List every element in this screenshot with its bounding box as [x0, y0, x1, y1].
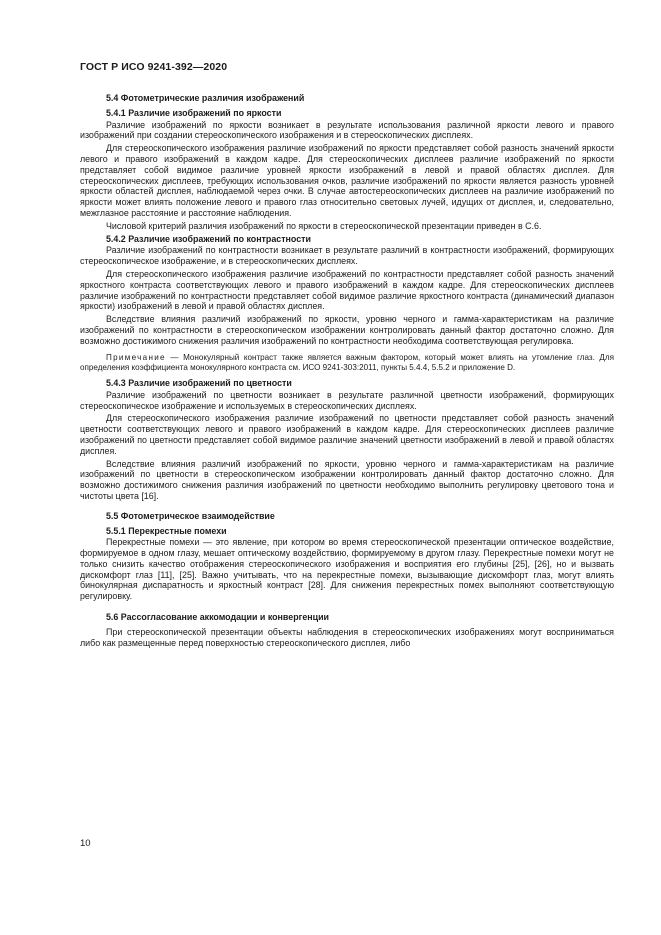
section-5-4-heading: 5.4 Фотометрические различия изображений	[106, 93, 305, 103]
section-5-5-1-heading: 5.5.1 Перекрестные помехи	[106, 525, 227, 536]
page-number: 10	[80, 838, 91, 849]
paragraph: Перекрестные помехи — это явление, при котором во время стереоскопической презентации оптическое воздействие, формируемое в одном глазу, мешает оптическому воздействию, формируемому в другом глазу. Перекрестные помехи могут не только снизить качество отображения стереоскопического изображения и восприятия его глубины [25], [26], но и вызвать дискомфорт глаз [11], [25]. Важно учитывать, что на перекрестные помехи, вызывающие дискомфорт глаз, могут влиять бинокулярная диспаратность и яркостный контраст [28]. Для снижения перекрестных помех выполняют соответствующую регулировку.	[80, 537, 614, 602]
paragraph: Вследствие влияния различий изображений по яркости, уровню черного и гамма-характеристикам на различие изображений по контрастности в стереоскопическом изображении контролировать данный фактор достаточно сложно. Для возможно достижимого снижения различия изображений по контрастности необходима соответствующая регулировка.	[80, 314, 614, 346]
section-5-4-1-heading: 5.4.1 Различие изображений по яркости	[106, 107, 282, 118]
paragraph: Для стереоскопического изображения различие изображений по яркости представляет собой разность значений яркости левого и правого изображений в каждом кадре. Для стереоскопических дисплеев различие изображений по яркости представляет собой видимое различие уровней яркости изображений в левой и правой областях дисплея. Для стереоскопических дисплеев, требующих использования очков, различие изображений по яркости является разность уровней яркости областей дисплея, наблюдаемой через очки. В случае автостереоскопических дисплеев на различие изображений по яркости может влиять положение левого и правого глаз относительно световых лучей, идущих от дисплея, и, следовательно, межглазное расстояние и расстояние наблюдения.	[80, 143, 614, 218]
note	[80, 353, 614, 373]
paragraph: Различие изображений по цветности возникает в результате различной цветности изображений, формирующих стереоскопическое изображение и используемых в стереоскопических дисплеях.	[80, 389, 614, 411]
paragraph: При стереоскопической презентации объекты наблюдения в стереоскопических изображениях могут восприниматься либо как размещенные перед поверхностью стереоскопического дисплея, либо	[80, 626, 614, 648]
paragraph: Для стереоскопического изображения различие изображений по контрастности представляет собой разность значений яркостного контраста соответствующих левого и правого изображений в каждом кадре. Для стереоскопических дисплеев различие изображений по контрастности представляет собой видимое различие яркостного контраста (динамический диапазон яркости) изображений в левой и правой областях дисплея.	[80, 268, 614, 312]
paragraph: Вследствие влияния различий изображений по яркости, уровню черного и гамма-характеристикам на различие изображений по цветности в стереоскопическом изображении контролировать данный фактор достаточно сложно. Для возможно достижимого снижения различия изображений по цветности необходимо выполнить регулировку цветового тона и чистоты цвета [16].	[80, 458, 614, 501]
document-header: ГОСТ Р ИСО 9241-392—2020	[80, 61, 228, 73]
note-text: — Монокулярный контраст также является важным фактором, который может влиять на утомление глаз. Для определения коэффициента монокулярного контраста см. ИСО 9241-303:2011, пункты 5.4.4, 5.5.2 и приложение D.	[80, 352, 614, 372]
paragraph: Различие изображений по контрастности возникает в результате различий в контрастности изображений, формирующих стереоскопическое изображение, и в стереоскопических дисплеях.	[80, 245, 614, 267]
note-label: Примечание	[106, 352, 166, 362]
paragraph: Различие изображений по яркости возникает в результате использования различной яркости левого и правого изображений при создании стереоскопического изображения и в стереоскопических дисплеях.	[80, 119, 614, 141]
document-body	[80, 93, 614, 650]
section-5-5-heading: 5.5 Фотометрическое взаимодействие	[106, 510, 275, 521]
section-5-4-3-heading: 5.4.3 Различие изображений по цветности	[106, 377, 292, 388]
section-5-6-heading: 5.6 Рассогласование аккомодации и конвергенции	[106, 612, 329, 623]
section-5-4-2-heading: 5.4.2 Различие изображений по контрастности	[106, 233, 311, 244]
paragraph: Для стереоскопического изображения различие изображений по цветности представляет собой разность значений цветности соответствующих левого и правого изображений в каждом кадре. Для стереоскопических дисплеев различие изображений по цветности представляет собой видимое различие значений цветности изображений в левой и правой областях дисплея.	[80, 413, 614, 456]
paragraph: Числовой критерий различия изображений по яркости в стереоскопической презентации приведен в С.6.	[106, 220, 542, 231]
